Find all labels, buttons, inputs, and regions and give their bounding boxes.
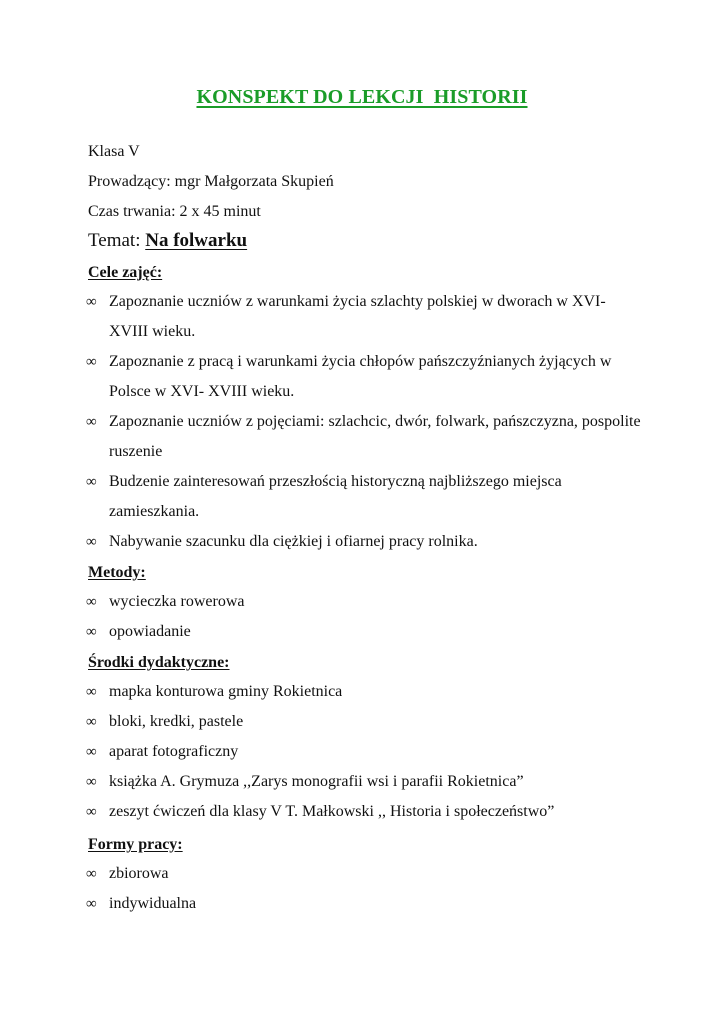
duration-line: Czas trwania: 2 x 45 minut (88, 203, 261, 220)
list-item (86, 467, 646, 527)
infinity-bullet-icon: ∞ (86, 474, 97, 490)
infinity-bullet-icon: ∞ (86, 294, 97, 310)
topic-value: Na folwarku (145, 230, 248, 251)
list-item (86, 737, 646, 767)
list-item (86, 889, 646, 919)
list-item (86, 617, 646, 647)
list-item-text: indywidualna (109, 895, 197, 912)
list-item-text: Nabywanie szacunku dla ciężkiej i ofiarnej pracy rolnika. (109, 533, 478, 550)
infinity-bullet-icon: ∞ (86, 774, 97, 790)
forms-list (86, 859, 646, 919)
methods-list (86, 587, 646, 647)
infinity-bullet-icon: ∞ (86, 744, 97, 760)
list-item (86, 527, 646, 557)
forms-heading: Formy pracy: (88, 836, 183, 853)
list-item (86, 677, 646, 707)
infinity-bullet-icon: ∞ (86, 866, 97, 882)
infinity-bullet-icon: ∞ (86, 414, 97, 430)
infinity-bullet-icon: ∞ (86, 534, 97, 550)
list-item (86, 347, 646, 407)
infinity-bullet-icon: ∞ (86, 354, 97, 370)
aids-heading: Środki dydaktyczne: (88, 654, 230, 671)
list-item-text: bloki, kredki, pastele (109, 713, 244, 730)
goals-list (86, 287, 646, 557)
list-item (86, 707, 646, 737)
infinity-bullet-icon: ∞ (86, 624, 97, 640)
topic-label: Temat: (88, 230, 146, 251)
list-item-text: wycieczka rowerowa (109, 593, 245, 610)
list-item-text: Budzenie zainteresowań przeszłością historyczną najbliższego miejsca zamieszkania. (109, 473, 562, 520)
list-item (86, 587, 646, 617)
class-line: Klasa V (88, 143, 140, 160)
infinity-bullet-icon: ∞ (86, 594, 97, 610)
methods-heading: Metody: (88, 564, 146, 581)
list-item (86, 767, 646, 797)
list-item (86, 407, 646, 467)
infinity-bullet-icon: ∞ (86, 714, 97, 730)
aids-list (86, 677, 646, 827)
list-item (86, 287, 646, 347)
list-item-text: zeszyt ćwiczeń dla klasy V T. Małkowski ,, Historia i społeczeństwo” (109, 803, 555, 820)
document-title: KONSPEKT DO LEKCJI HISTORII (196, 86, 528, 108)
topic-line (88, 229, 247, 253)
list-item-text: zbiorowa (109, 865, 169, 882)
list-item-text: Zapoznanie uczniów z pojęciami: szlachcic, dwór, folwark, pańszczyzna, pospolite ruszenie (109, 413, 641, 460)
list-item-text: książka A. Grymuza ,,Zarys monografii wsi i parafii Rokietnica” (109, 773, 524, 790)
list-item-text: Zapoznanie z pracą i warunkami życia chłopów pańszczyźnianych żyjących w Polsce w XVI- XVIII wieku. (109, 353, 612, 400)
list-item-text: opowiadanie (109, 623, 191, 640)
list-item-text: aparat fotograficzny (109, 743, 239, 760)
infinity-bullet-icon: ∞ (86, 804, 97, 820)
list-item (86, 859, 646, 889)
goals-heading: Cele zajęć: (88, 264, 163, 281)
list-item (86, 797, 646, 827)
list-item-text: Zapoznanie uczniów z warunkami życia szlachty polskiej w dworach w XVI- XVIII wieku. (109, 293, 606, 340)
list-item-text: mapka konturowa gminy Rokietnica (109, 683, 343, 700)
teacher-line: Prowadzący: mgr Małgorzata Skupień (88, 173, 334, 190)
infinity-bullet-icon: ∞ (86, 896, 97, 912)
infinity-bullet-icon: ∞ (86, 684, 97, 700)
